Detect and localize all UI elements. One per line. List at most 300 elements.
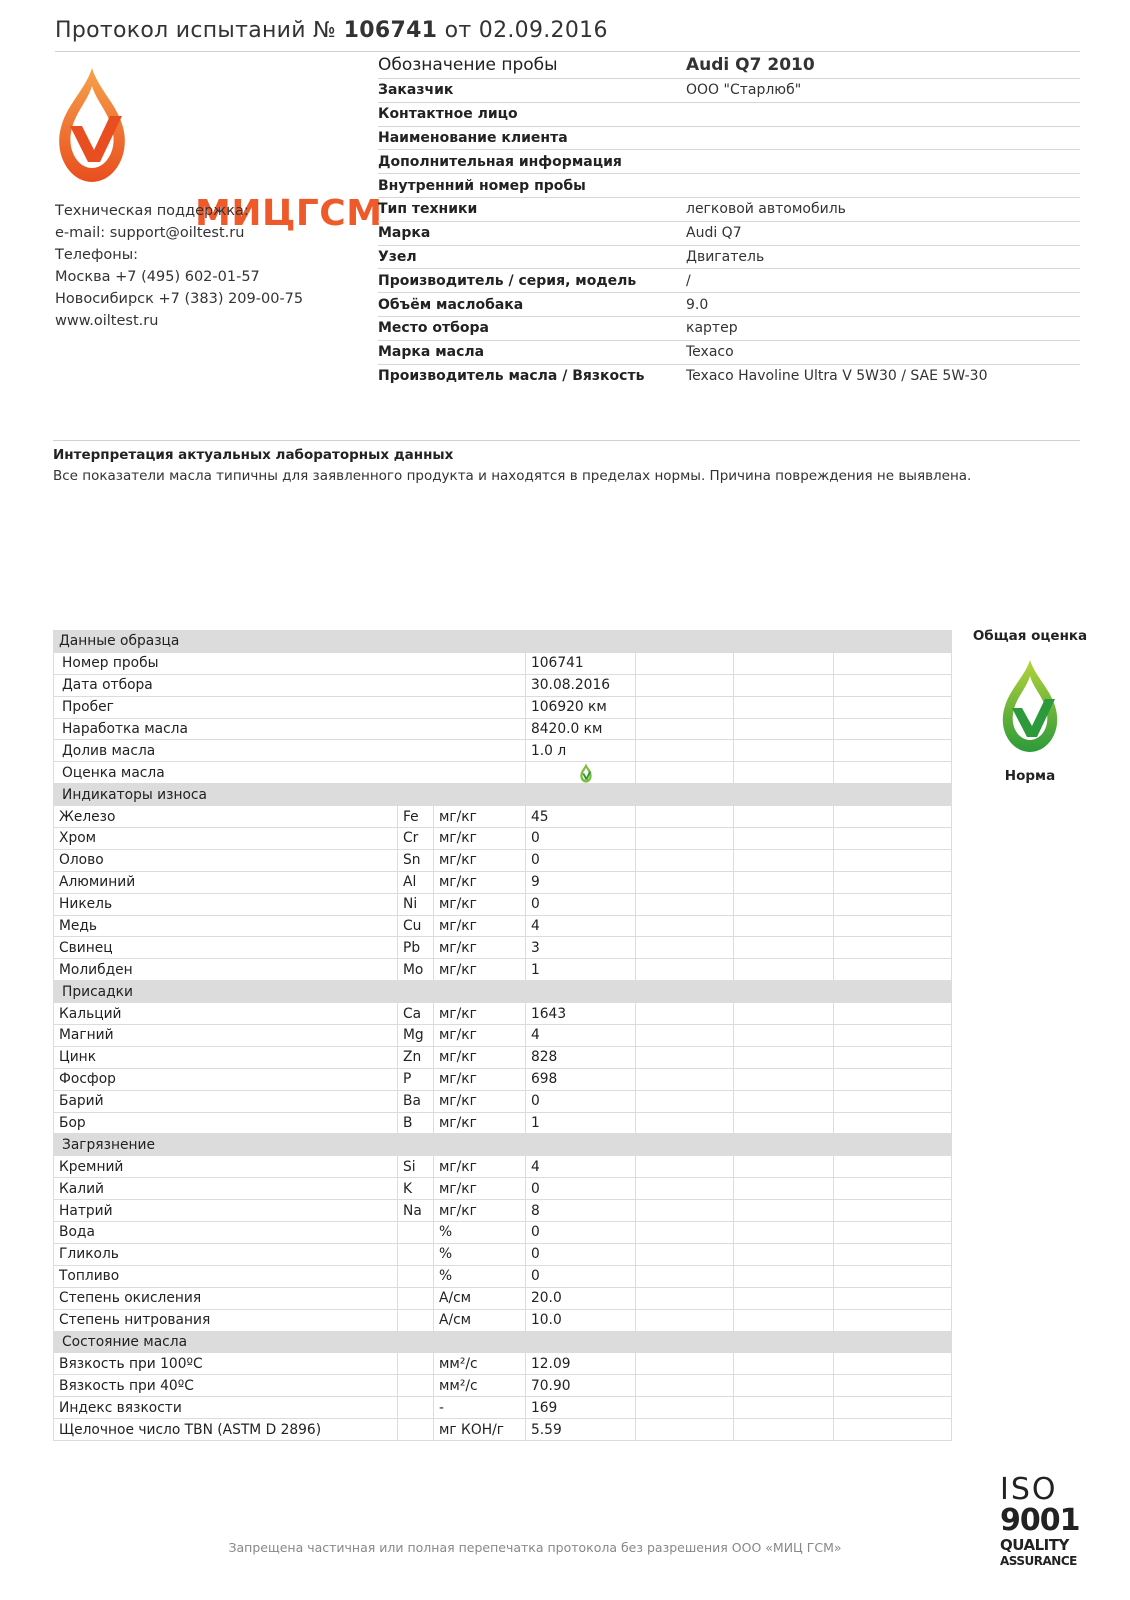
iso-line1: ISO (1000, 1472, 1058, 1507)
param-value: 828 (526, 1046, 636, 1068)
empty-cell (734, 1287, 834, 1309)
support-label: Техническая поддержка: (55, 203, 249, 219)
param-symbol: Fe (398, 806, 434, 828)
table-row (54, 1200, 952, 1222)
param-symbol: P (398, 1068, 434, 1090)
sample-label: Пробег (54, 696, 526, 718)
param-value: 20.0 (526, 1287, 636, 1309)
table-row (54, 762, 952, 784)
empty-cell (734, 1222, 834, 1244)
empty-cell (734, 1112, 834, 1134)
param-name: Железо (54, 806, 398, 828)
empty-cell (636, 1025, 734, 1047)
oil-drop-check-icon (52, 66, 132, 186)
phones-label: Телефоны: (55, 247, 139, 263)
empty-cell (834, 1287, 952, 1309)
param-value: 12.09 (526, 1353, 636, 1375)
empty-cell (734, 1003, 834, 1025)
param-unit: % (434, 1265, 526, 1287)
param-unit: мг/кг (434, 849, 526, 871)
empty-cell (834, 1200, 952, 1222)
param-symbol: Mg (398, 1025, 434, 1047)
empty-cell (834, 849, 952, 871)
iso-9001-badge (1000, 1472, 1080, 1568)
param-unit: мг/кг (434, 1025, 526, 1047)
empty-cell (636, 1397, 734, 1419)
table-row (54, 1046, 952, 1068)
param-unit: мг/кг (434, 915, 526, 937)
param-symbol: Na (398, 1200, 434, 1222)
empty-cell (734, 1309, 834, 1331)
empty-cell (834, 718, 952, 740)
param-name: Медь (54, 915, 398, 937)
sample-info-label: Место отбора (378, 320, 489, 337)
empty-cell (734, 1178, 834, 1200)
protocol-date: 02.09.2016 (478, 18, 608, 43)
table-row (54, 1025, 952, 1047)
table-row (54, 1419, 952, 1441)
sample-info-value: ООО "Старлюб" (686, 82, 802, 99)
param-name: Фосфор (54, 1068, 398, 1090)
param-unit: мг/кг (434, 959, 526, 981)
iso-line4: ASSURANCE (1000, 1554, 1077, 1568)
table-row (54, 871, 952, 893)
param-value: 4 (526, 1025, 636, 1047)
empty-cell (834, 959, 952, 981)
sample-info-label: Дополнительная информация (378, 153, 622, 170)
support-email[interactable]: e-mail: support@oiltest.ru (55, 225, 245, 241)
empty-cell (636, 1375, 734, 1397)
sample-info-label: Тип техники (378, 201, 478, 218)
sample-info-label: Марка масла (378, 344, 485, 361)
empty-cell (734, 696, 834, 718)
designation-value: Audi Q7 2010 (686, 55, 815, 75)
sample-info-label: Марка (378, 225, 431, 242)
param-symbol (398, 1397, 434, 1419)
param-symbol: Cu (398, 915, 434, 937)
param-name: Свинец (54, 937, 398, 959)
table-row (54, 1068, 952, 1090)
param-value: 9 (526, 871, 636, 893)
sample-value: 8420.0 км (526, 718, 636, 740)
param-value: 698 (526, 1068, 636, 1090)
empty-cell (636, 1068, 734, 1090)
green-drop-check-icon (997, 658, 1063, 754)
empty-cell (636, 937, 734, 959)
table-row (54, 696, 952, 718)
param-symbol (398, 1243, 434, 1265)
empty-cell (636, 674, 734, 696)
param-symbol: B (398, 1112, 434, 1134)
param-name: Топливо (54, 1265, 398, 1287)
empty-cell (636, 1265, 734, 1287)
empty-cell (734, 937, 834, 959)
empty-cell (636, 1309, 734, 1331)
empty-cell (834, 1178, 952, 1200)
footer-notice: Запрещена частичная или полная перепечатка протокола без разрешения ООО «МИЦ ГСМ» (228, 1540, 842, 1555)
empty-cell (636, 1243, 734, 1265)
param-symbol: Si (398, 1156, 434, 1178)
param-symbol: Zn (398, 1046, 434, 1068)
table-row (54, 937, 952, 959)
empty-cell (636, 893, 734, 915)
param-unit: мг/кг (434, 1200, 526, 1222)
sample-info-label: Наименование клиента (378, 129, 568, 146)
param-name: Цинк (54, 1046, 398, 1068)
param-unit: % (434, 1243, 526, 1265)
phone-novosibirsk: Новосибирск +7 (383) 209-00-75 (55, 291, 304, 307)
sample-info-table (378, 52, 1080, 387)
empty-cell (734, 1156, 834, 1178)
empty-cell (734, 849, 834, 871)
empty-cell (636, 1090, 734, 1112)
param-value: 8 (526, 1200, 636, 1222)
sample-info-row (378, 79, 1080, 103)
param-unit: мг/кг (434, 871, 526, 893)
empty-cell (636, 718, 734, 740)
param-symbol: Ba (398, 1090, 434, 1112)
param-value: 0 (526, 1243, 636, 1265)
sample-info-label: Внутренний номер пробы (378, 177, 586, 194)
section-title: Присадки (54, 981, 952, 1003)
table-row (54, 674, 952, 696)
table-row (54, 828, 952, 850)
param-symbol (398, 1287, 434, 1309)
sample-info-value: Texaco Havoline Ultra V 5W30 / SAE 5W-30 (686, 367, 988, 384)
section-title: Загрязнение (54, 1134, 952, 1156)
empty-cell (636, 1156, 734, 1178)
website-link[interactable]: www.oiltest.ru (55, 313, 159, 329)
empty-cell (636, 1178, 734, 1200)
param-value: 1 (526, 959, 636, 981)
param-value: 10.0 (526, 1309, 636, 1331)
param-unit: мм²/с (434, 1375, 526, 1397)
interpretation-title: Интерпретация актуальных лабораторных данных (53, 447, 454, 463)
param-symbol: Al (398, 871, 434, 893)
sample-info-label: Объём маслобака (378, 296, 524, 313)
sample-value: 106741 (526, 652, 636, 674)
param-name: Степень нитрования (54, 1309, 398, 1331)
param-value: 3 (526, 937, 636, 959)
param-unit: мг/кг (434, 1003, 526, 1025)
param-name: Алюминий (54, 871, 398, 893)
empty-cell (834, 652, 952, 674)
param-unit: мг/кг (434, 1068, 526, 1090)
overall-assessment (965, 628, 1095, 784)
empty-cell (734, 828, 834, 850)
sample-info-value: 9.0 (686, 296, 709, 313)
param-unit: % (434, 1222, 526, 1244)
empty-cell (734, 674, 834, 696)
title-prefix: Протокол испытаний № (55, 18, 337, 43)
sample-info-value: / (686, 272, 691, 289)
sample-info-value: картер (686, 320, 738, 337)
empty-cell (636, 1200, 734, 1222)
sample-info-label: Контактное лицо (378, 106, 518, 123)
table-row (54, 1375, 952, 1397)
empty-cell (734, 1353, 834, 1375)
param-value: 4 (526, 915, 636, 937)
sample-value: 106920 км (526, 696, 636, 718)
empty-cell (734, 893, 834, 915)
param-value: 0 (526, 1222, 636, 1244)
interpretation-text: Все показатели масла типичны для заявленного продукта и находятся в пределах нормы. Причина повреждения не выявлена. (53, 468, 972, 484)
sample-info-row (378, 246, 1080, 270)
empty-cell (636, 1353, 734, 1375)
table-row (54, 1222, 952, 1244)
param-unit: мг/кг (434, 806, 526, 828)
table-row (54, 1003, 952, 1025)
empty-cell (834, 1419, 952, 1441)
param-name: Олово (54, 849, 398, 871)
sample-value: 30.08.2016 (526, 674, 636, 696)
table-row (54, 915, 952, 937)
empty-cell (636, 740, 734, 762)
designation-label: Обозначение пробы (378, 55, 558, 75)
param-name: Хром (54, 828, 398, 850)
section-header (54, 1134, 952, 1156)
empty-cell (834, 762, 952, 784)
param-value: 0 (526, 893, 636, 915)
sample-info-row (378, 198, 1080, 222)
table-row (54, 1243, 952, 1265)
designation-row (378, 52, 1080, 79)
param-unit: А/см (434, 1287, 526, 1309)
table-row (54, 893, 952, 915)
empty-cell (834, 828, 952, 850)
param-name: Вязкость при 40ºC (54, 1375, 398, 1397)
param-name: Барий (54, 1090, 398, 1112)
param-value: 0 (526, 849, 636, 871)
param-unit: А/см (434, 1309, 526, 1331)
table-row (54, 1287, 952, 1309)
sample-info-row (378, 293, 1080, 317)
param-name: Вязкость при 100ºC (54, 1353, 398, 1375)
empty-cell (834, 915, 952, 937)
param-symbol: Pb (398, 937, 434, 959)
param-value: 1 (526, 1112, 636, 1134)
param-value: 70.90 (526, 1375, 636, 1397)
empty-cell (834, 893, 952, 915)
empty-cell (734, 871, 834, 893)
sample-info-row (378, 222, 1080, 246)
table-row (54, 718, 952, 740)
empty-cell (834, 1003, 952, 1025)
table-row (54, 1112, 952, 1134)
empty-cell (834, 1156, 952, 1178)
param-name: Щелочное число TBN (ASTM D 2896) (54, 1419, 398, 1441)
param-symbol: Cr (398, 828, 434, 850)
empty-cell (734, 806, 834, 828)
phone-moscow: Москва +7 (495) 602-01-57 (55, 269, 260, 285)
empty-cell (636, 1112, 734, 1134)
empty-cell (834, 871, 952, 893)
empty-cell (834, 937, 952, 959)
sample-info-value: Texaco (686, 344, 734, 361)
empty-cell (636, 849, 734, 871)
empty-cell (636, 828, 734, 850)
table-row (54, 806, 952, 828)
empty-cell (734, 1090, 834, 1112)
param-name: Степень окисления (54, 1287, 398, 1309)
table-row (54, 652, 952, 674)
empty-cell (834, 1222, 952, 1244)
sample-info-value: легковой автомобиль (686, 201, 846, 218)
sample-label: Номер пробы (54, 652, 526, 674)
param-symbol: Ni (398, 893, 434, 915)
sample-label: Дата отбора (54, 674, 526, 696)
table-row (54, 740, 952, 762)
sample-info-label: Узел (378, 248, 417, 265)
param-name: Вода (54, 1222, 398, 1244)
results-table (53, 630, 952, 1441)
empty-cell (834, 1046, 952, 1068)
param-name: Натрий (54, 1200, 398, 1222)
table-row (54, 1265, 952, 1287)
contacts-block (55, 200, 303, 332)
sample-info-row (378, 150, 1080, 174)
table-row (54, 1353, 952, 1375)
param-name: Кремний (54, 1156, 398, 1178)
param-name: Магний (54, 1025, 398, 1047)
section-header (54, 981, 952, 1003)
param-name: Бор (54, 1112, 398, 1134)
sample-info-value: Двигатель (686, 248, 765, 265)
param-name: Калий (54, 1178, 398, 1200)
section-sample-data (54, 631, 952, 653)
section-title: Данные образца (54, 631, 952, 653)
section-header (54, 1331, 952, 1353)
protocol-number: 106741 (343, 18, 438, 43)
empty-cell (734, 959, 834, 981)
empty-cell (636, 1287, 734, 1309)
empty-cell (636, 871, 734, 893)
param-value: 0 (526, 1178, 636, 1200)
table-row (54, 1090, 952, 1112)
empty-cell (734, 1046, 834, 1068)
empty-cell (834, 1265, 952, 1287)
section-title: Индикаторы износа (54, 784, 952, 806)
param-name: Гликоль (54, 1243, 398, 1265)
overall-title: Общая оценка (972, 628, 1088, 644)
empty-cell (834, 1068, 952, 1090)
empty-cell (834, 740, 952, 762)
empty-cell (734, 1068, 834, 1090)
param-unit: мг/кг (434, 1112, 526, 1134)
param-symbol: Ca (398, 1003, 434, 1025)
empty-cell (734, 1375, 834, 1397)
param-unit: мг/кг (434, 1046, 526, 1068)
param-unit: мг/кг (434, 1156, 526, 1178)
param-symbol (398, 1265, 434, 1287)
param-symbol: Mo (398, 959, 434, 981)
empty-cell (636, 762, 734, 784)
param-symbol (398, 1419, 434, 1441)
param-name: Никель (54, 893, 398, 915)
empty-cell (834, 1112, 952, 1134)
param-symbol (398, 1222, 434, 1244)
empty-cell (734, 1025, 834, 1047)
param-symbol: K (398, 1178, 434, 1200)
param-unit: мг/кг (434, 937, 526, 959)
table-row (54, 959, 952, 981)
iso-line2: 9001 (1000, 1503, 1080, 1538)
sample-info-value: Audi Q7 (686, 225, 742, 242)
sample-label: Долив масла (54, 740, 526, 762)
param-unit: мг/кг (434, 893, 526, 915)
iso-line3: QUALITY (1000, 1536, 1069, 1554)
empty-cell (734, 1200, 834, 1222)
param-name: Индекс вязкости (54, 1397, 398, 1419)
sample-info-row (378, 127, 1080, 151)
empty-cell (636, 652, 734, 674)
empty-cell (834, 1375, 952, 1397)
param-symbol: Sn (398, 849, 434, 871)
empty-cell (734, 652, 834, 674)
empty-cell (734, 1419, 834, 1441)
param-unit: - (434, 1397, 526, 1419)
empty-cell (834, 1090, 952, 1112)
empty-cell (636, 1419, 734, 1441)
param-value: 169 (526, 1397, 636, 1419)
table-row (54, 1397, 952, 1419)
empty-cell (734, 1265, 834, 1287)
empty-cell (834, 1309, 952, 1331)
green-drop-check-icon (578, 763, 594, 783)
empty-cell (734, 915, 834, 937)
oil-rating-cell (526, 762, 636, 784)
empty-cell (734, 718, 834, 740)
empty-cell (636, 1222, 734, 1244)
param-symbol (398, 1309, 434, 1331)
param-symbol (398, 1375, 434, 1397)
empty-cell (834, 1397, 952, 1419)
table-row (54, 849, 952, 871)
empty-cell (734, 1243, 834, 1265)
param-unit: мг/кг (434, 1178, 526, 1200)
param-value: 4 (526, 1156, 636, 1178)
param-symbol (398, 1353, 434, 1375)
param-value: 1643 (526, 1003, 636, 1025)
table-row (54, 1156, 952, 1178)
sample-value: 1.0 л (526, 740, 636, 762)
empty-cell (636, 1046, 734, 1068)
empty-cell (834, 674, 952, 696)
logo-brand-text: МИЦГСМ (195, 193, 383, 234)
empty-cell (834, 1243, 952, 1265)
sample-info-row (378, 103, 1080, 127)
interpretation-divider (53, 440, 1080, 441)
param-name: Кальций (54, 1003, 398, 1025)
page-title (55, 18, 608, 43)
sample-info-label: Производитель / серия, модель (378, 272, 637, 289)
empty-cell (834, 1353, 952, 1375)
empty-cell (734, 740, 834, 762)
empty-cell (734, 1397, 834, 1419)
table-row (54, 1178, 952, 1200)
sample-info-row (378, 341, 1080, 365)
sample-label: Наработка масла (54, 718, 526, 740)
oil-rating-label: Оценка масла (54, 762, 526, 784)
param-unit: мг/кг (434, 1090, 526, 1112)
param-value: 0 (526, 828, 636, 850)
section-title: Состояние масла (54, 1331, 952, 1353)
param-value: 45 (526, 806, 636, 828)
param-value: 0 (526, 1265, 636, 1287)
empty-cell (636, 1003, 734, 1025)
empty-cell (636, 959, 734, 981)
sample-info-row (378, 365, 1080, 388)
